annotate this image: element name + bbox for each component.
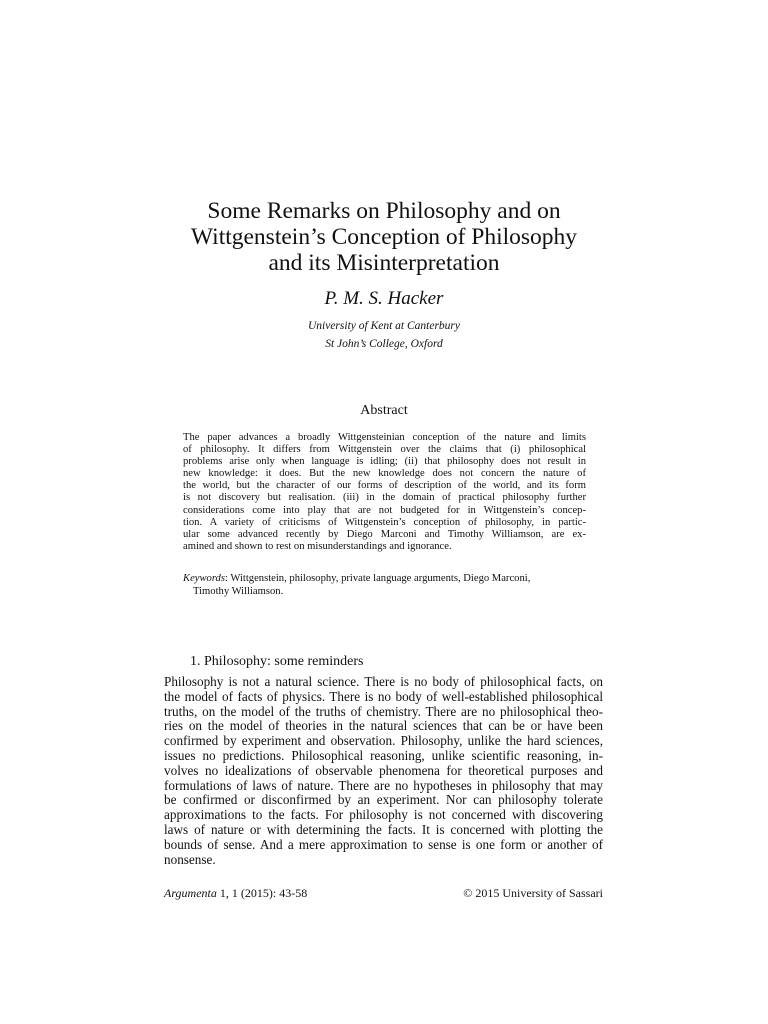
title-line: Wittgenstein’s Conception of Philosophy [190, 224, 578, 250]
keywords-list: Wittgenstein, philosophy, private language arguments, Diego Marconi, [230, 573, 531, 584]
keywords-line: Timothy Williamson. [193, 586, 284, 597]
affiliation-oxford: St John’s College, Oxford [325, 338, 443, 350]
abstract-line: of philosophy. It differs from Wittgenstein over the claims that (i) philosophical [183, 444, 586, 456]
author-name: P. M. S. Hacker [324, 288, 444, 309]
paragraph-line: truths, on the model of the truths of chemistry. There are no philosophical theo- [164, 704, 603, 719]
keywords [183, 572, 586, 598]
journal-name: Argumenta [164, 886, 217, 900]
paragraph-line: approximations to the facts. For philosophy is not concerned with discovering [164, 808, 603, 823]
abstract-line: new knowledge: it does. But the new knowledge does not concern the nature of [183, 468, 586, 480]
keywords-separator: : [224, 573, 231, 584]
section-paragraph [164, 675, 603, 867]
affiliation-kent: University of Kent at Canterbury [307, 320, 461, 332]
paragraph-line: bounds of sense. And a mere approximation to sense is one form or another of [164, 837, 603, 852]
paragraph-line: the model of facts of physics. There is no body of well-established philosophical [164, 689, 603, 704]
abstract-line: tion. A variety of criticisms of Wittgenstein’s conception of philosophy, in partic- [183, 516, 586, 528]
copyright-notice: © 2015 University of Sassari [463, 886, 603, 900]
section-heading: 1. Philosophy: some reminders [190, 654, 364, 669]
paragraph-line: be confirmed or disconfirmed by an experiment. Nor can philosophy tolerate [164, 793, 603, 808]
abstract-line: The paper advances a broadly Wittgensteinian conception of the nature and limits [183, 432, 586, 443]
keywords-line [183, 572, 586, 585]
abstract-line: the world, but the character of our forms of description of the world, and its form [183, 480, 586, 492]
title-line: Some Remarks on Philosophy and on [207, 198, 561, 224]
citation-details: 1, 1 (2015): 43-58 [216, 886, 308, 900]
abstract-line: amined and shown to rest on misunderstandings and ignorance. [183, 540, 452, 552]
abstract-line: considerations come into play that are not budgeted for in Wittgenstein’s concep- [183, 504, 586, 516]
keywords-label: Keywords [183, 573, 225, 584]
paragraph-line: volves no idealizations of observable phenomena for theoretical purposes and [164, 763, 603, 778]
abstract-line: ular some advanced recently by Diego Marconi and Timothy Williamson, are ex- [183, 528, 586, 540]
abstract-text [183, 432, 586, 553]
paragraph-line: issues no predictions. Philosophical reasoning, unlike scientific reasoning, in- [164, 748, 603, 763]
article-title [120, 198, 648, 276]
paragraph-line: laws of nature or with determining the facts. It is concerned with plotting the [164, 822, 603, 837]
paragraph-line: ries on the model of theories in the natural sciences that can be or have been [164, 719, 603, 734]
abstract-line: is not discovery but realisation. (iii) in the domain of practical philosophy further [183, 492, 586, 504]
abstract-heading: Abstract [360, 403, 408, 418]
paragraph-line: formulations of laws of nature. There are no hypotheses in philosophy that may [164, 778, 603, 793]
paragraph-line: confirmed by experiment and observation. Philosophy, unlike the hard sciences, [164, 734, 603, 749]
journal-citation [164, 886, 307, 900]
title-line: and its Misinterpretation [268, 250, 500, 276]
paragraph-line: Philosophy is not a natural science. There is no body of philosophical facts, on [164, 675, 603, 689]
abstract-line: problems arise only when language is idling; (ii) that philosophy does not result in [183, 456, 586, 468]
paragraph-line: nonsense. [164, 852, 216, 867]
